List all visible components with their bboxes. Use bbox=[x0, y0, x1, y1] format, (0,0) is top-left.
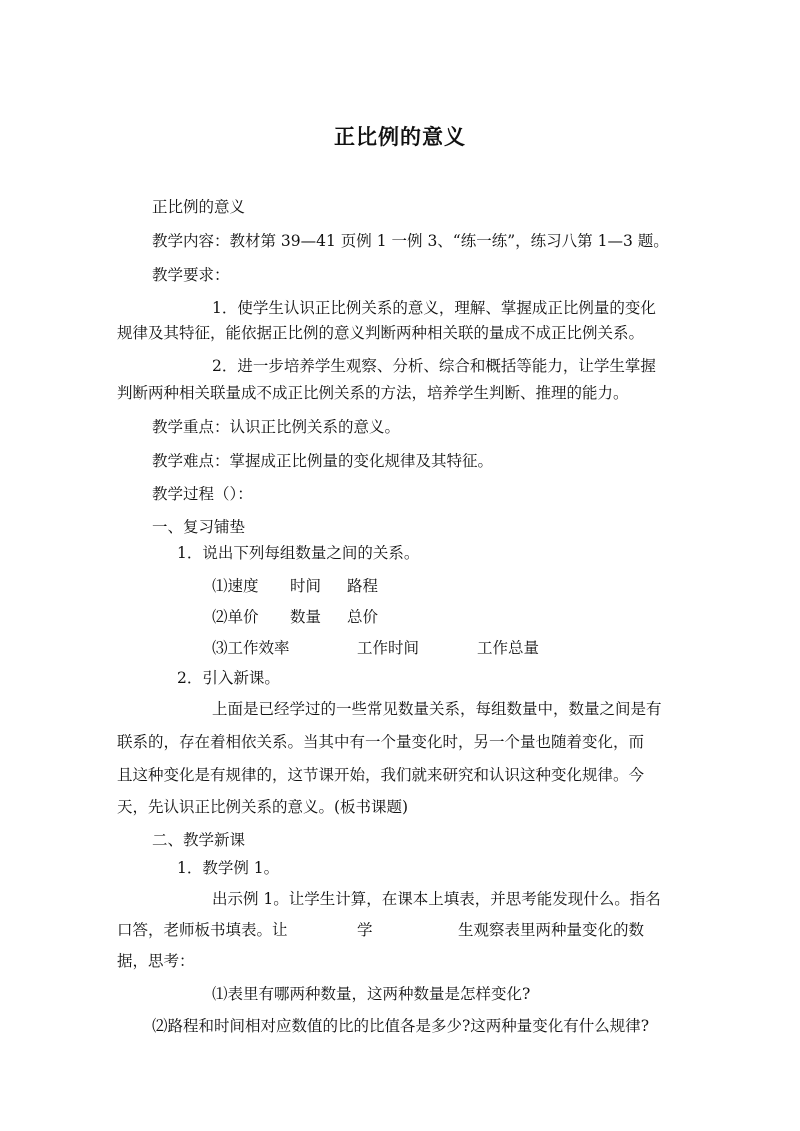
relation-2-item-1: ⑵单价 bbox=[212, 608, 259, 626]
requirements-heading: 教学要求： bbox=[152, 266, 230, 284]
relation-2-item-2: 数量 bbox=[290, 608, 322, 626]
step-2-line: 2．引入新课。 bbox=[177, 669, 280, 687]
section-two-heading: 二、教学新课 bbox=[152, 831, 246, 849]
key-point-line: 教学重点：认识正比例关系的意义。 bbox=[152, 418, 401, 436]
relation-2-item-3: 总价 bbox=[347, 608, 379, 626]
relation-1-item-1: ⑴速度 bbox=[212, 577, 259, 595]
intro-paragraph-line-2: 联系的，存在着相依关系。当其中有一个量变化时，另一个量也随着变化，而 bbox=[117, 733, 645, 751]
content-line: 教学内容：教材第 39—41 页例 1 一例 3、“练一练”，练习八第 1—3 题。 bbox=[152, 232, 669, 250]
relation-3-item-1: ⑶工作效率 bbox=[212, 639, 290, 657]
section-one-heading: 一、复习铺垫 bbox=[152, 518, 246, 536]
step-1-line: 1．说出下列每组数量之间的关系。 bbox=[177, 544, 420, 562]
example-1-line: 1．教学例 1。 bbox=[177, 859, 280, 877]
relation-3-item-3: 工作总量 bbox=[477, 639, 540, 657]
intro-paragraph-line-1: 上面是已经学过的一些常见数量关系，每组数量中，数量之间是有 bbox=[212, 700, 662, 718]
example-paragraph-line-2c: 生观察表里两种量变化的数 bbox=[458, 921, 645, 939]
intro-paragraph-line-3: 且这种变化是有规律的，这节课开始，我们就来研究和认识这种变化规律。今 bbox=[117, 766, 645, 784]
example-paragraph-line-1: 出示例 1。让学生计算，在课本上填表，并思考能发现什么。指名 bbox=[212, 890, 661, 908]
intro-paragraph-line-4: 天，先认识正比例关系的意义。(板书课题) bbox=[117, 798, 409, 816]
requirement-2-cont: 判断两种相关联量成不成正比例关系的方法，培养学生判断、推理的能力。 bbox=[117, 384, 629, 402]
question-2-line: ⑵路程和时间相对应数值的比的比值各是多少?这两种量变化有什么规律? bbox=[152, 1017, 650, 1035]
requirement-1: 1．使学生认识正比例关系的意义，理解、掌握成正比例量的变化 bbox=[212, 299, 656, 317]
process-heading: 教学过程（）： bbox=[152, 485, 253, 503]
relation-3-item-2: 工作时间 bbox=[357, 639, 420, 657]
relation-1-item-3: 路程 bbox=[347, 577, 379, 595]
example-paragraph-line-2b: 学 bbox=[357, 921, 373, 939]
example-paragraph-line-2a: 口答，老师板书填表。让 bbox=[117, 921, 288, 939]
difficulty-line: 教学难点：掌握成正比例量的变化规律及其特征。 bbox=[152, 452, 494, 470]
question-1-line: ⑴表里有哪两种数量，这两种数量是怎样变化? bbox=[212, 985, 531, 1003]
example-paragraph-line-3: 据，思考： bbox=[117, 952, 195, 970]
page-title: 正比例的意义 bbox=[334, 125, 466, 149]
relation-1-item-2: 时间 bbox=[290, 577, 322, 595]
requirement-2: 2．进一步培养学生观察、分析、综合和概括等能力，让学生掌握 bbox=[212, 357, 656, 375]
subtitle-line: 正比例的意义 bbox=[152, 198, 246, 216]
requirement-1-cont: 规律及其特征，能依据正比例的意义判断两种相关联的量成不成正比例关系。 bbox=[117, 324, 645, 342]
